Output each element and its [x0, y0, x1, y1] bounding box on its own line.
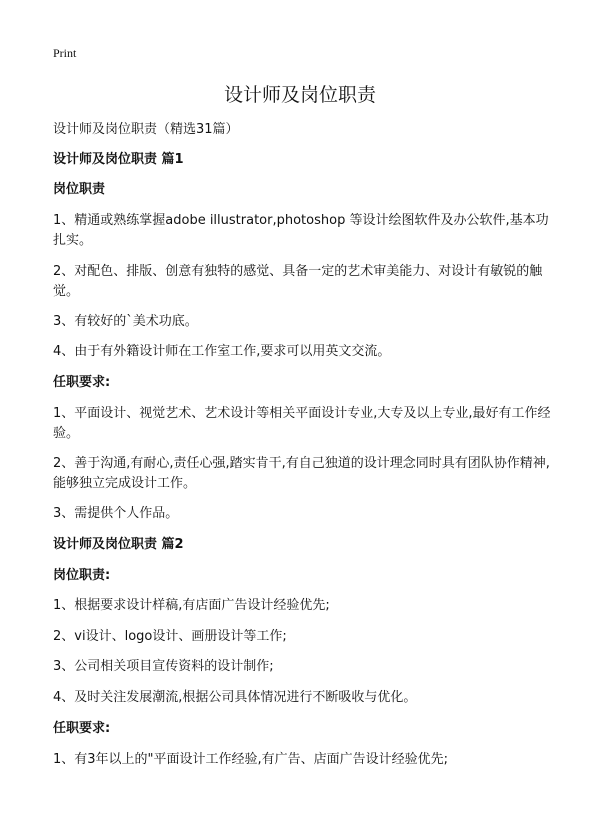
section2-requirements-heading: 任职要求: — [53, 721, 111, 736]
section1-duty-1: 1、精通或熟练掌握adobe illustrator,photoshop 等设计绘图软件及办公软件,基本功扎实。 — [53, 213, 549, 248]
section1-heading: 设计师及岗位职责 篇1 — [53, 152, 184, 167]
section2-duty-4: 4、及时关注发展潮流,根据公司具体情况进行不断吸收与优化。 — [53, 690, 417, 705]
page-title: 设计师及岗位职责 — [223, 84, 376, 106]
section2-heading: 设计师及岗位职责 篇2 — [53, 537, 184, 552]
section2-duty-3: 3、公司相关项目宣传资料的设计制作; — [53, 659, 274, 674]
section1-duty-3: 3、有较好的`美术功底。 — [53, 314, 198, 329]
section1-duties-heading: 岗位职责 — [53, 182, 106, 197]
section1-requirement-2: 2、善于沟通,有耐心,责任心强,踏实肯干,有自己独道的设计理念同时具有团队协作精神,能够独立完成设计工作。 — [53, 456, 550, 491]
section1-duty-4: 4、由于有外籍设计师在工作室工作,要求可以用英文交流。 — [53, 344, 391, 359]
section2-duty-1: 1、根据要求设计样稿,有店面广告设计经验优先; — [53, 598, 330, 613]
section2-duty-2: 2、vi设计、logo设计、画册设计等工作; — [53, 629, 287, 644]
section1-requirement-1: 1、平面设计、视觉艺术、艺术设计等相关平面设计专业,大专及以上专业,最好有工作经验。 — [53, 406, 551, 441]
section1-requirement-3: 3、需提供个人作品。 — [53, 506, 179, 521]
section1-duty-2: 2、对配色、排版、创意有独特的感觉、具备一定的艺术审美能力、对设计有敏锐的触觉。 — [53, 264, 543, 299]
section2-duties-heading: 岗位职责: — [53, 568, 111, 583]
section2-requirement-1: 1、有3年以上的"平面设计工作经验,有广告、店面广告设计经验优先; — [53, 752, 449, 767]
document-subtitle: 设计师及岗位职责（精选31篇） — [53, 122, 239, 137]
section1-requirements-heading: 任职要求: — [53, 375, 111, 390]
print-label: Print — [53, 46, 77, 60]
